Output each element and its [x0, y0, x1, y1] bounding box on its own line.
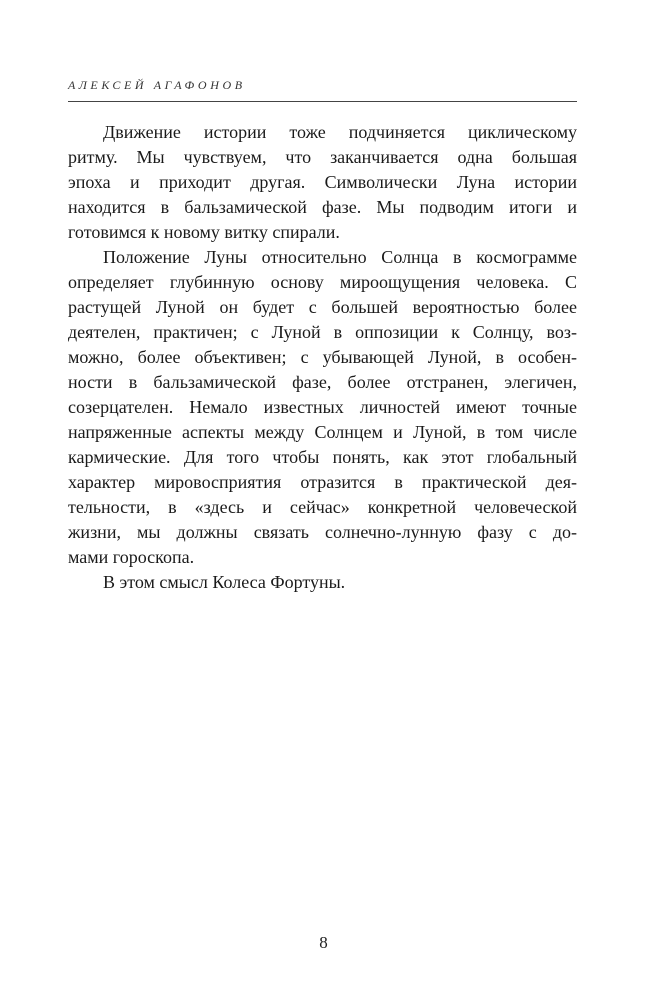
- paragraph-2-line: растущей Луной он будет с большей вероятностью более: [68, 297, 577, 317]
- paragraph-3-line: В этом смысл Колеса Фортуны.: [103, 572, 346, 592]
- paragraph-2-line: деятелен, практичен; с Луной в оппозиции к Солнцу, воз-: [68, 322, 577, 342]
- paragraph-1-line: ритму. Мы чувствуем, что заканчивается одна большая: [68, 147, 577, 167]
- paragraph-2-line: напряженные аспекты между Солнцем и Луной, в том числе: [68, 422, 577, 442]
- paragraph-2-line: тельности, в «здесь и сейчас» конкретной человеческой: [68, 497, 577, 517]
- paragraph-2-line: характер мировосприятия отразится в практической дея-: [68, 472, 577, 492]
- paragraph-2-line: жизни, мы должны связать солнечно-лунную фазу с до-: [68, 522, 577, 542]
- paragraph-2-line: кармические. Для того чтобы понять, как этот глобальный: [68, 447, 577, 467]
- page-number: 8: [319, 933, 328, 952]
- paragraph-2-line: можно, более объективен; с убывающей Луной, в особен-: [68, 347, 577, 367]
- paragraph-1-line: находится в бальзамической фазе. Мы подводим итоги и: [68, 197, 577, 217]
- paragraph-1-line: Движение истории тоже подчиняется циклическому: [103, 122, 577, 142]
- paragraph-2-line: мами гороскопа.: [68, 547, 195, 567]
- paragraph-2-line: созерцателен. Немало известных личностей имеют точные: [68, 397, 577, 417]
- header-rule: [68, 101, 577, 102]
- paragraph-2-line: Положение Луны относительно Солнца в космограмме: [103, 247, 577, 267]
- paragraph-2-line: ности в бальзамической фазе, более отстранен, элегичен,: [68, 372, 577, 392]
- paragraph-1-line: эпоха и приходит другая. Символически Луна истории: [68, 172, 577, 192]
- running-head: АЛЕКСЕЙ АГАФОНОВ: [68, 78, 246, 92]
- body-text: [68, 120, 577, 595]
- paragraph-1-line: готовимся к новому витку спирали.: [68, 222, 340, 242]
- paragraph-2-line: определяет глубинную основу мироощущения человека. С: [68, 272, 577, 292]
